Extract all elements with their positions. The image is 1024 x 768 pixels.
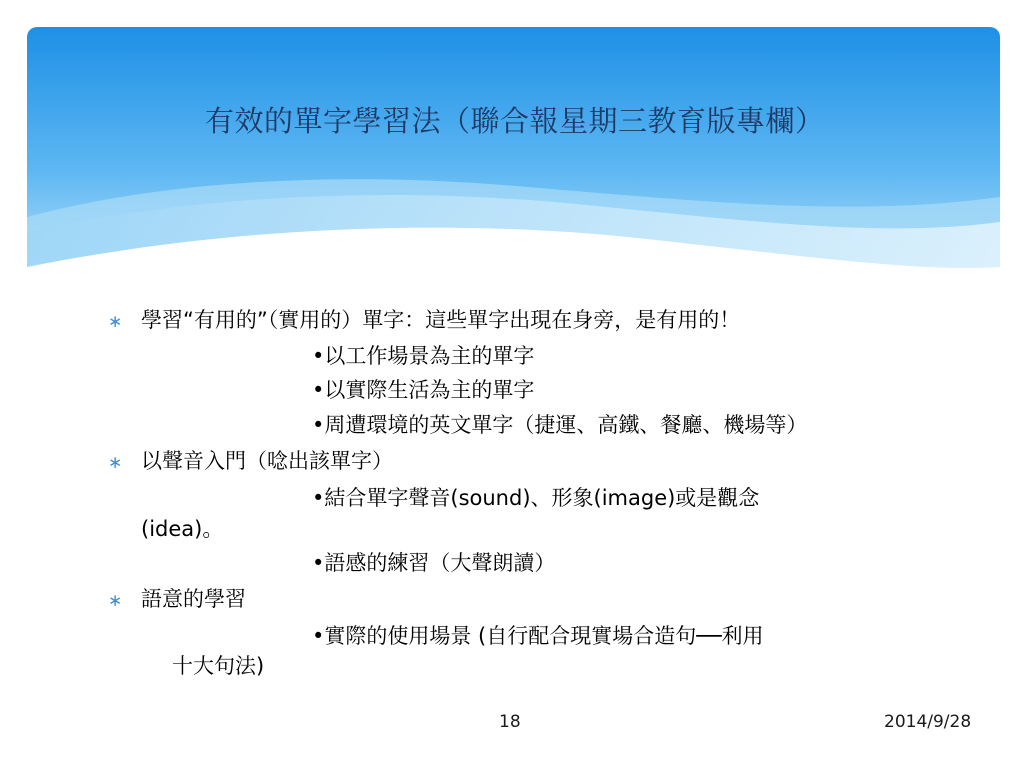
slide-title: 有效的單字學習法（聯合報星期三教育版專欄） (205, 104, 825, 138)
list-subitem: •語感的練習（大聲朗讀） (312, 551, 556, 575)
list-subitem-continued: (idea)。 (141, 517, 224, 541)
bullet-star-icon: ∗ (108, 453, 123, 473)
bullet-star-icon: ∗ (108, 312, 123, 332)
list-item: 學習“有用的”（實用的）單字：這些單字出現在身旁，是有用的！ (141, 308, 741, 332)
list-subitem-continued: 十大句法) (172, 654, 265, 678)
bullet-star-icon: ∗ (108, 591, 123, 611)
list-subitem: •結合單字聲音(sound)、形象(image)或是觀念 (312, 486, 760, 510)
page-number: 18 (499, 712, 521, 732)
list-item: 以聲音入門（唸出該單字） (141, 449, 393, 473)
list-subitem: •實際的使用場景 (自行配合現實場合造句──利用 (312, 624, 764, 648)
slide-date: 2014/9/28 (884, 712, 972, 732)
list-item: 語意的學習 (141, 587, 246, 611)
list-subitem: •以實際生活為主的單字 (312, 378, 535, 402)
list-subitem: •以工作場景為主的單字 (312, 344, 535, 368)
list-subitem: •周遭環境的英文單字（捷運、高鐵、餐廳、機場等） (312, 413, 808, 437)
